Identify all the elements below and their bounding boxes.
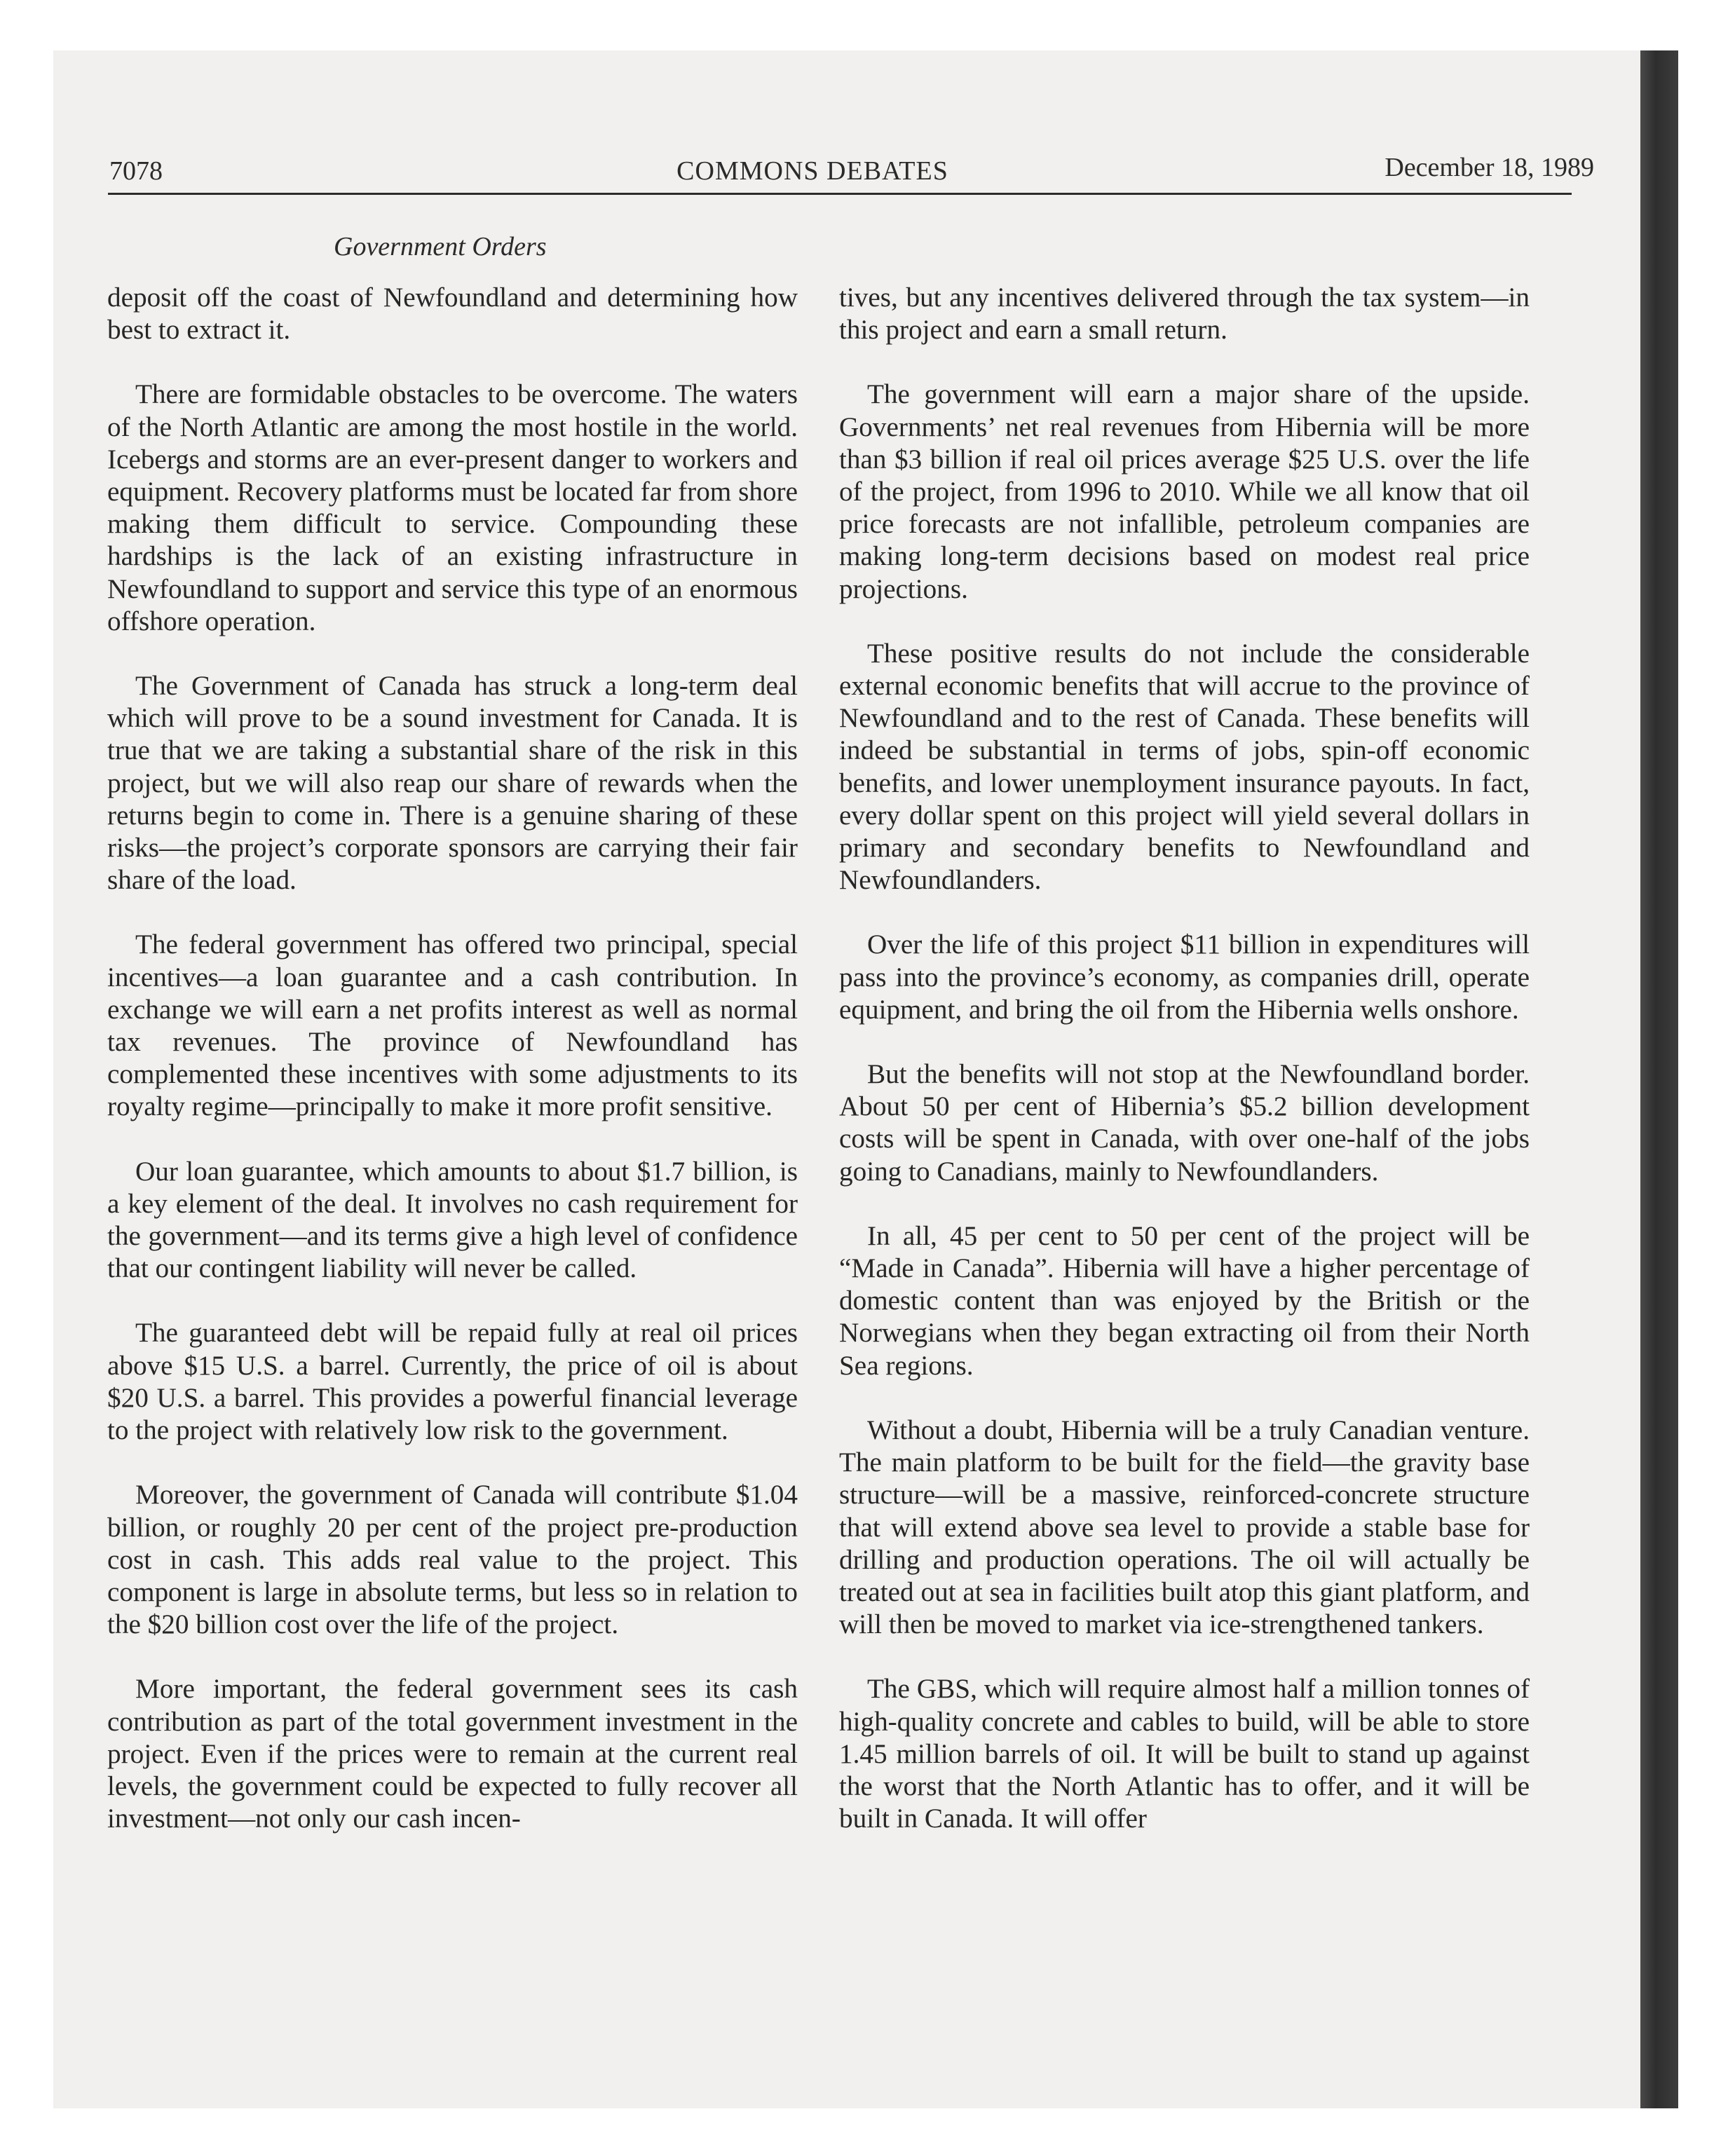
paragraph: There are formidable obstacles to be overcome. The waters of the North Atlantic are among the most hostile in the world. Icebergs and storms are an ever-present danger to workers and equipment. Recovery platforms must be located far from shore making them difficult to service. Compounding these hardships is the lack of an existing infrastructure in Newfoundland to support and service this type of an enormous offshore operation. [107,379,798,636]
paper-sheet [53,50,1678,2108]
paragraph: These positive results do not include the considerable external economic benefits that will accrue to the province of Newfoundland and to the rest of Canada. These benefits will indeed be substantial in terms of jobs, spin-off economic benefits, and lower unemployment insurance payouts. In fact, every dollar spent on this project will yield several dollars in primary and secondary benefits to Newfoundland and Newfoundlanders. [839,638,1530,896]
header-rule [108,193,1572,195]
paragraph: The guaranteed debt will be repaid fully at real oil prices above $15 U.S. a barrel. Currently, the price of oil is about $20 U.S. a barrel. This provides a powerful financial leverage to the project with relatively low risk to the government. [107,1318,798,1446]
publication-date: December 18, 1989 [1384,153,1594,182]
binding-edge-strip [1640,50,1678,2108]
section-heading: Government Orders [334,232,547,261]
paragraph: deposit off the coast of Newfoundland and determining how best to extract it. [107,282,798,346]
paragraph: In all, 45 per cent to 50 per cent of the project will be “Made in Canada”. Hibernia will have a higher percentage of domestic content than was enjoyed by the British or the Norwegians when they began extracting oil from their North Sea regions. [839,1220,1530,1381]
right-text-column [839,282,1530,1867]
page-number: 7078 [109,156,163,186]
paragraph: But the benefits will not stop at the Newfoundland border. About 50 per cent of Hibernia’s $5.2 billion development costs will be spent in Canada, with over one-half of the jobs going to Canadians, mainly to Newfoundlanders. [839,1059,1530,1187]
paragraph: More important, the federal government sees its cash contribution as part of the total government investment in the project. Even if the prices were to remain at the current real levels, the government could be expected to fully recover all investment—not only our cash incen- [107,1674,798,1834]
paragraph: The government will earn a major share of the upside. Governments’ net real revenues from Hibernia will be more than $3 billion if real oil prices average $25 U.S. over the life of the project, from 1996 to 2010. While we all know that oil price forecasts are not infallible, petroleum companies are making long-term decisions based on modest real price projections. [839,379,1530,604]
left-text-column [107,282,798,1867]
paragraph: The federal government has offered two principal, special incentives—a loan guarantee and a cash contribution. In exchange we will earn a net profits interest as well as normal tax revenues. The province of Newfoundland has complemented these incentives with some adjustments to its royalty regime—principally to make it more profit sensitive. [107,929,798,1122]
paragraph: Our loan guarantee, which amounts to about $1.7 billion, is a key element of the deal. It involves no cash requirement for the government—and its terms give a high level of confidence that our contingent liability will never be called. [107,1156,798,1284]
paragraph: The Government of Canada has struck a long-term deal which will prove to be a sound investment for Canada. It is true that we are taking a substantial share of the risk in this project, but we will also reap our share of rewards when the returns begin to come in. There is a genuine sharing of these risks—the project’s corporate sponsors are carrying their fair share of the load. [107,671,798,896]
paragraph: tives, but any incentives delivered through the tax system—in this project and earn a small return. [839,282,1530,346]
journal-title: COMMONS DEBATES [676,156,948,186]
paragraph: The GBS, which will require almost half a million tonnes of high-quality concrete and cables to build, will be able to store 1.45 million barrels of oil. It will be built to stand up against the worst that the North Atlantic has to offer, and it will be built in Canada. It will offer [839,1674,1530,1834]
paragraph: Without a doubt, Hibernia will be a truly Canadian venture. The main platform to be built for the field—the gravity base structure—will be a massive, reinforced-concrete structure that will extend above sea level to provide a stable base for drilling and production operations. The oil will actually be treated out at sea in facilities built atop this giant platform, and will then be moved to market via ice-strengthened tankers. [839,1414,1530,1640]
paragraph: Moreover, the government of Canada will contribute $1.04 billion, or roughly 20 per cent of the project pre-production cost in cash. This adds real value to the project. This component is large in absolute terms, but less so in relation to the $20 billion cost over the life of the project. [107,1480,798,1640]
paragraph: Over the life of this project $11 billion in expenditures will pass into the province’s economy, as companies drill, operate equipment, and bring the oil from the Hibernia wells onshore. [839,929,1530,1025]
